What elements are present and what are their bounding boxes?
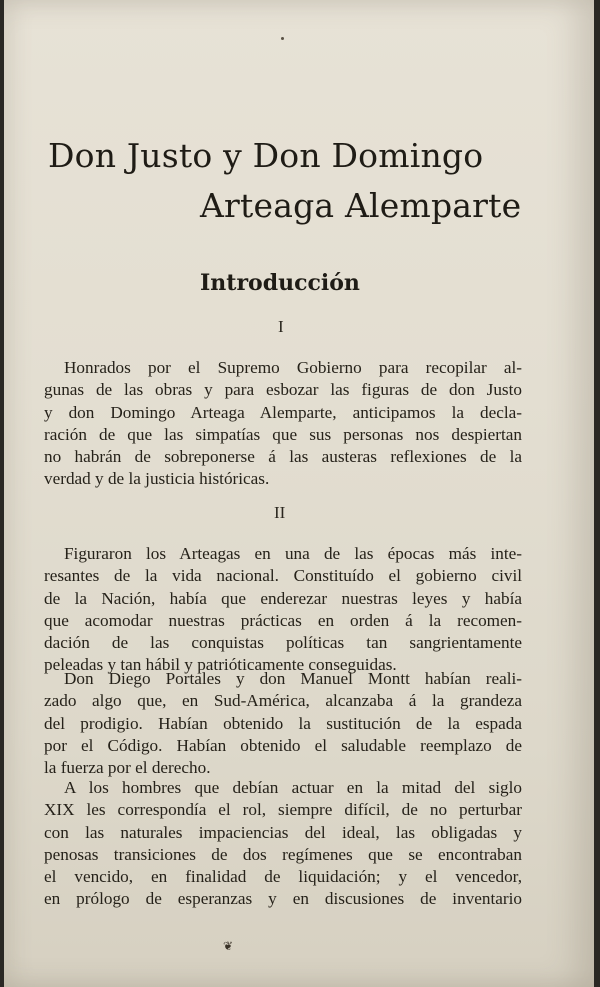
text-line: XIX les correspondía el rol, siempre difícil, de no perturbar: [44, 800, 522, 820]
text-line: Figuraron los Arteagas en una de las épocas más inte-: [64, 544, 522, 563]
roman-numeral-1: I: [278, 317, 284, 336]
text-line: que acomodar nuestras prácticas en orden á la recomen-: [44, 610, 522, 630]
text-line: la fuerza por el derecho.: [44, 758, 211, 778]
text-line: con las naturales impaciencias del ideal, las obligadas y: [44, 822, 522, 842]
section-heading: Introducción: [200, 270, 360, 296]
text-line: dación de las conquistas políticas tan sangrientamente: [44, 633, 522, 653]
paragraph-4: [44, 777, 522, 911]
text-line: no habrán de sobreponerse á las austeras reflexiones de la: [44, 447, 522, 467]
ink-speck: [281, 37, 284, 40]
text-line: penosas transiciones de dos regímenes que se encontraban: [44, 844, 522, 864]
book-page: [4, 0, 594, 987]
text-line: Don Diego Portales y don Manuel Montt habían reali-: [64, 669, 522, 688]
text-line: verdad y de la justicia históricas.: [44, 469, 270, 489]
fleuron-ornament-icon: ❦: [223, 939, 234, 953]
text-line: zado algo que, en Sud-América, alcanzaba á la grandeza: [44, 691, 522, 711]
roman-numeral-2: II: [274, 503, 286, 522]
text-line: del prodigio. Habían obtenido la sustitución de la espada: [44, 713, 522, 733]
text-line: Honrados por el Supremo Gobierno para recopilar al-: [64, 358, 522, 377]
text-line: A los hombres que debían actuar en la mitad del siglo: [64, 778, 522, 797]
text-line: el vencido, en finalidad de liquidación; y el vencedor,: [44, 867, 522, 887]
text-line: gunas de las obras y para esbozar las figuras de don Justo: [44, 380, 522, 400]
text-line: resantes de la vida nacional. Constituído el gobierno civil: [44, 566, 522, 586]
paragraph-1: [44, 357, 522, 491]
text-line: en prólogo de esperanzas y en discusiones de inventario: [44, 889, 522, 909]
paragraph-3: [44, 668, 522, 779]
text-line: por el Código. Habían obtenido el saludable reemplazo de: [44, 735, 522, 755]
text-line: de la Nación, había que enderezar nuestras leyes y había: [44, 588, 522, 608]
text-line: ración de que las simpatías que sus personas nos despiertan: [44, 424, 522, 444]
title-line-2: Arteaga Alemparte: [200, 186, 522, 225]
paragraph-2: [44, 543, 522, 677]
title-line-1: Don Justo y Don Domingo: [48, 136, 484, 175]
text-line: y don Domingo Arteaga Alemparte, anticipamos la decla-: [44, 402, 522, 422]
text-line: peleadas y tan hábil y patrióticamente conseguidas.: [44, 655, 397, 675]
